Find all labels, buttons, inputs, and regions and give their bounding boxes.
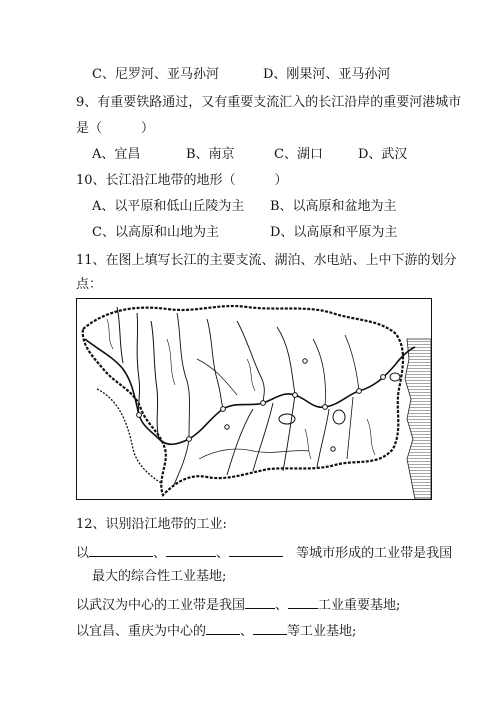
q12-line4 [76,620,356,641]
tributary-n3 [313,339,326,407]
tributary-n1 [207,319,223,409]
answer-blank-7[interactable] [253,620,287,635]
answer-blank-1[interactable] [89,542,153,557]
q12-line4-prefix: 以宜昌、重庆为中心的 [76,624,207,639]
jialing-river [177,313,190,439]
jinsha-river [117,307,123,363]
answer-blank-4[interactable] [245,594,275,609]
answer-blank-6[interactable] [206,620,240,635]
q10-option-b: B、以高原和盆地为主 [270,199,397,214]
han-river [237,321,264,403]
tributary-n4 [345,335,359,391]
gan-river [317,409,329,467]
q9-option-b: B、南京 [186,147,235,162]
q9-option-c: C、湖口 [274,147,323,162]
q11-stem-line1: 11、在图上填写长江的主要支流、湖泊、水电站、上中下游的划分 [76,253,457,268]
sub-boundary-3 [199,449,309,459]
q12-line3-sep: 、 [275,598,289,613]
q8-option-d: D、刚果河、亚马孙河 [263,67,391,82]
answer-blank-2[interactable] [166,542,216,557]
q9-stem-line1: 9、有重要铁路通过，又有重要支流汇入的长江沿岸的重要河港城市 [76,95,462,110]
city-marker [221,407,226,412]
q12-line3 [76,594,400,615]
min-river [151,321,159,439]
q12-line1-suffix: 等城市形成的工业带是我国 [296,546,453,561]
q8-option-c: C、尼罗河、亚马孙河 [92,67,219,82]
q12-line1-sep2: 、 [216,546,230,561]
poyang-lake [333,410,345,424]
q12-line3-suffix: 工业重要基地; [318,598,401,613]
zi-river [253,403,273,471]
city-marker [293,393,298,398]
q12-stem: 12、识别沿江地带的工业: [76,517,227,532]
yangtze-basin-map [76,298,432,500]
q12-line4-suffix: 等工业基地; [287,624,357,639]
sea-hatching [405,339,431,499]
sub-boundary-1 [97,389,161,483]
q12-line1 [76,542,452,563]
q12-line3-prefix: 以武汉为中心的工业带是我国 [76,598,246,613]
q12-line4-sep: 、 [240,624,254,639]
dongting-lake [279,414,295,424]
q9-option-a: A、宜昌 [92,147,141,162]
q10-option-a: A、以平原和低山丘陵为主 [92,199,245,214]
q12-line1-sep1: 、 [153,546,167,561]
xiang-river [283,395,295,471]
yuan-river [227,409,253,475]
city-marker [381,375,386,380]
q10-option-c: C、以高原和山地为主 [92,225,219,240]
basin-boundary [83,306,403,495]
city-marker [303,359,307,363]
city-marker [323,405,328,410]
q12-line1-prefix: 以 [76,546,90,561]
q10-stem: 10、长江沿江地带的地形（ ） [76,173,288,188]
city-marker [225,425,229,429]
city-marker [137,413,142,418]
city-marker [357,389,362,394]
tai-lake [390,373,400,381]
city-marker [187,437,192,442]
tributary-s1 [347,397,353,459]
tributary-n2 [277,327,295,395]
minor-streams [107,319,375,459]
q12-line2: 最大的综合性工业基地; [92,569,227,584]
answer-blank-5[interactable] [288,594,318,609]
yangtze-main-river [85,339,415,444]
q9-stem-line2: 是（ ） [76,121,155,136]
map-drawing [77,299,431,499]
answer-blank-3[interactable] [229,542,283,557]
q9-option-d: D、武汉 [358,147,408,162]
city-marker [331,447,335,451]
q11-stem-line2: 点： [76,277,103,292]
sub-boundary-2 [197,359,237,395]
city-marker [261,401,266,406]
q10-option-d: D、以高原和平原为主 [270,225,398,240]
